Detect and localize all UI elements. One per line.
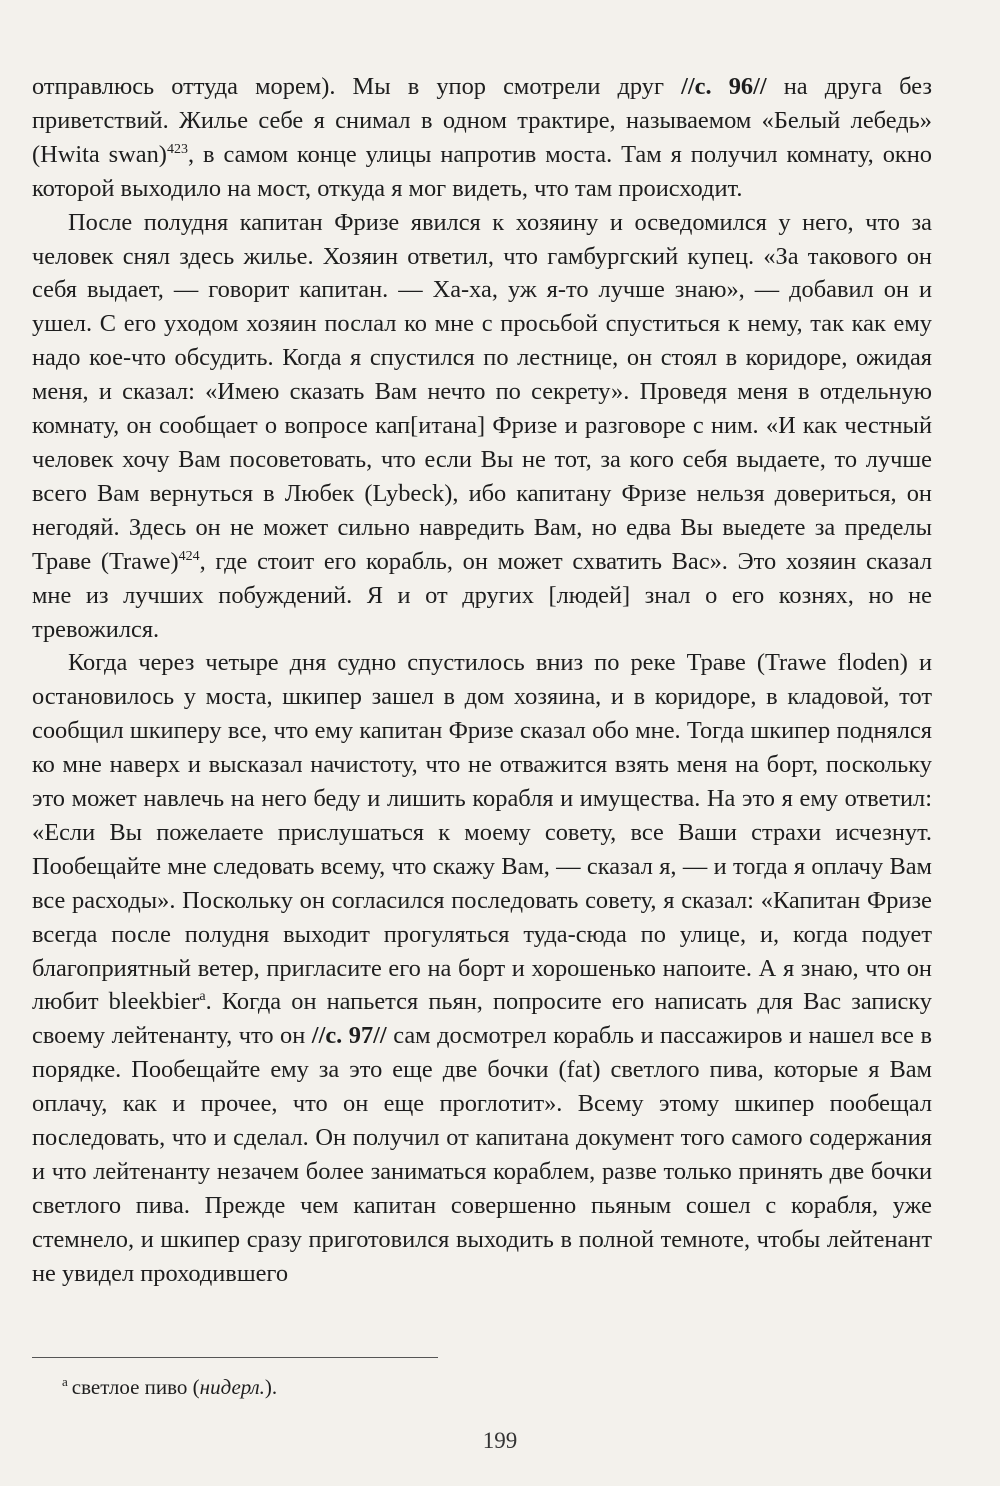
text-run: на друга без приветствий. Жилье себе я снимал в одном трактире, называемом «Белый лебедь» (Hwita swan) [32, 73, 932, 168]
paragraph [32, 646, 932, 1290]
text-run: , где стоит его корабль, он может схватить Вас». Это хозяин сказал мне из лучших побуждений. Я и от других [людей] знал о его кознях, но не тревожился. [32, 547, 932, 643]
footnote-reference: 424 [178, 548, 200, 564]
paragraph [32, 206, 932, 647]
text-run: сам досмотрел корабль и пассажиров и нашел все в порядке. Пообещайте ему за это еще две бочки (fat) светлого пива, которые я Вам оплачу, как и прочее, что он еще проглотит». Всему этому шкипер пообещал последовать, что и сделал. Он получил от капитана документ того самого содержания и что лейтенанту незачем более заниматься кораблем, разве только принять две бочки светлого пива. Прежде чем капитан совершенно пьяным сошел с корабля, уже стемнело, и шкипер сразу приготовился выходить в полной темноте, чтобы лейтенант не увидел проходившего [32, 1022, 932, 1287]
text-run: Когда через четыре дня судно спустилось вниз по реке Траве (Trawe floden) и остановилось у моста, шкипер зашел в дом хозяина, и в коридоре, в кладовой, тот сообщил шкиперу все, что ему капитан Фризе сказал обо мне. Тогда шкипер поднялся ко мне наверх и высказал начистоту, что не отважится взять меня на борт, поскольку это может навлечь на него беду и лишить корабля и имущества. На это я ему ответил: «Если Вы пожелаете прислушаться к моему совету, все Ваши страхи исчезнут. Пообещайте мне следовать всему, что скажу Вам, — сказал я, — и тогда я оплачу Вам все расходы». Поскольку он согласился последовать совету, я сказал: «Капитан Фризе всегда после полудня выходит прогуляться туда-сюда по улице, и, когда подует благоприятный ветер, пригласите его на борт и хорошенько напоите. А я знаю, что он любит bleekbier [32, 649, 932, 1016]
page-number: 199 [482, 1428, 518, 1453]
footnote-tail: ). [264, 1375, 278, 1399]
footnote-language: нидерл. [199, 1375, 265, 1399]
text-run: отправлюсь оттуда морем). Мы в упор смотрели друг [32, 73, 682, 100]
footnote-text: светлое пиво ( [71, 1375, 200, 1399]
footnote [62, 1374, 277, 1400]
footnote-reference: 423 [166, 141, 188, 157]
paragraph [32, 70, 932, 206]
footnote-reference: a [199, 989, 206, 1005]
footnote-mark: a [62, 1374, 68, 1389]
text-run: После полудня капитан Фризе явился к хозяину и осведомился у него, что за человек снял здесь жилье. Хозяин ответил, что гамбургский купец. «За такового он себя выдает, — говорит капитан. — Ха-ха, уж я-то лучше знаю», — добавил он и ушел. С его уходом хозяин послал ко мне с просьбой спуститься к нему, так как ему надо кое-что обсудить. Когда я спустился по лестнице, он стоял в коридоре, ожидая меня, и сказал: «Имею сказать Вам нечто по секрету». Проведя меня в отдельную комнату, он сообщает о вопросе кап[итана] Фризе и разговоре с ним. «И как честный человек хочу Вам посоветовать, что если Вы не тот, за кого себя выдаете, то лучше всего Вам вернуться в Любек (Lybeck), ибо капитану Фризе нельзя довериться, он негодяй. Здесь он не может сильно навредить Вам, но едва Вы выедете за пределы Траве (Trawe) [32, 208, 932, 575]
page-reference: //с. 97// [311, 1022, 387, 1050]
text-run: . Когда он напьется пьян, попросите его написать для Вас записку своему лейтенанту, что он [32, 988, 932, 1050]
page-reference: //с. 96// [681, 73, 767, 100]
text-run: , в самом конце улицы напротив моста. Там я получил комнату, окно которой выходило на мост, откуда я мог видеть, что там происходит. [32, 140, 932, 202]
footnote-separator [32, 1357, 438, 1358]
body-text [32, 70, 932, 1291]
